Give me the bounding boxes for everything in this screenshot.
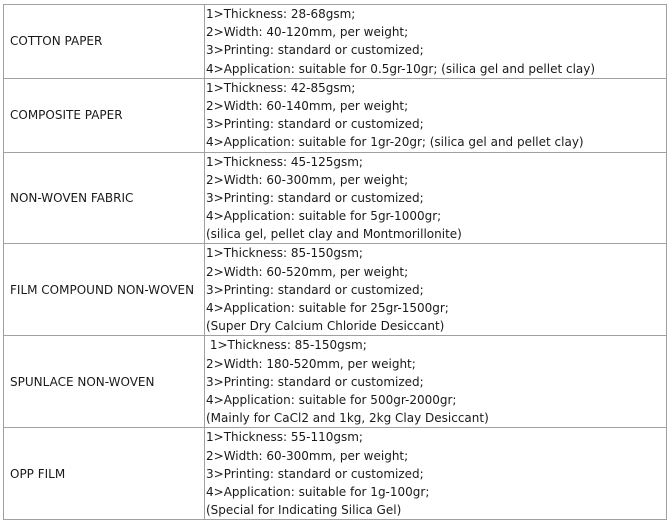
material-spec-cell xyxy=(205,336,667,428)
spec-line-width: 2>Width: 40-120mm, per weight; xyxy=(206,25,409,40)
spec-line-application: 4>Application: suitable for 1gr-20gr; (silica gel and pellet clay) xyxy=(206,135,584,150)
spec-line-width: 2>Width: 180-520mm, per weight; xyxy=(206,356,416,371)
spec-line-printing: 3>Printing: standard or customized; xyxy=(206,374,424,389)
material-spec-cell xyxy=(205,5,667,79)
spec-line-width: 2>Width: 60-140mm, per weight; xyxy=(206,98,409,113)
spec-line-application: 4>Application: suitable for 25gr-1500gr; xyxy=(206,301,449,315)
spec-line-printing: 3>Printing: standard or customized; xyxy=(206,43,424,58)
spec-line-thickness: 1>Thickness: 55-110gsm; xyxy=(206,430,363,445)
spec-line-note: (Super Dry Calcium Chloride Desiccant) xyxy=(206,319,445,334)
material-spec-table xyxy=(3,4,667,520)
material-name: COMPOSITE PAPER xyxy=(10,108,123,123)
table-row-non-woven-fabric xyxy=(4,152,667,244)
spec-line-application: 4>Application: suitable for 500gr-2000gr; xyxy=(206,392,457,407)
spec-line-thickness: 1>Thickness: 42-85gsm; xyxy=(206,80,356,95)
material-name-cell xyxy=(4,78,205,152)
material-name-cell xyxy=(4,244,205,336)
spec-line-printing: 3>Printing: standard or customized; xyxy=(206,190,424,205)
spec-line-width: 2>Width: 60-520mm, per weight; xyxy=(206,264,409,279)
spec-line-printing: 3>Printing: standard or customized; xyxy=(206,282,424,297)
material-spec-cell xyxy=(205,244,667,336)
material-name-cell xyxy=(4,336,205,428)
spec-line-printing: 3>Printing: standard or customized; xyxy=(206,117,424,132)
spec-table-body xyxy=(4,5,667,520)
material-spec-cell xyxy=(205,152,667,244)
material-name-cell xyxy=(4,5,205,79)
spec-line-thickness: 1>Thickness: 45-125gsm; xyxy=(206,154,363,169)
spec-line-width: 2>Width: 60-300mm, per weight; xyxy=(206,172,409,187)
table-row-composite-paper xyxy=(4,78,667,152)
table-row-cotton-paper xyxy=(4,5,667,79)
material-name: SPUNLACE NON-WOVEN xyxy=(10,374,155,389)
spec-line-note: (silica gel, pellet clay and Montmorillonite) xyxy=(206,227,462,242)
table-row-film-compound-non-woven xyxy=(4,244,667,336)
spec-line-note: (Special for Indicating Silica Gel) xyxy=(206,503,402,518)
material-spec-cell xyxy=(205,78,667,152)
material-name: FILM COMPOUND NON-WOVEN xyxy=(10,282,195,297)
spec-line-application: 4>Application: suitable for 0.5gr-10gr; (silica gel and pellet clay) xyxy=(206,61,596,76)
table-row-spunlace-non-woven xyxy=(4,336,667,428)
spec-line-printing: 3>Printing: standard or customized; xyxy=(206,466,424,481)
material-name: OPP FILM xyxy=(10,466,66,481)
spec-line-application: 4>Application: suitable for 5gr-1000gr; xyxy=(206,209,442,224)
material-name: COTTON PAPER xyxy=(10,34,103,49)
spec-line-width: 2>Width: 60-300mm, per weight; xyxy=(206,448,409,463)
material-spec-cell xyxy=(205,428,667,520)
spec-line-thickness: 1>Thickness: 85-150gsm; xyxy=(206,246,363,261)
material-name-cell xyxy=(4,428,205,520)
spec-line-note: (Mainly for CaCl2 and 1kg, 2kg Clay Desiccant) xyxy=(206,411,489,426)
material-name-cell xyxy=(4,152,205,244)
spec-line-thickness: 1>Thickness: 28-68gsm; xyxy=(206,7,356,21)
table-row-opp-film xyxy=(4,428,667,520)
spec-line-thickness: 1>Thickness: 85-150gsm; xyxy=(206,338,367,353)
spec-line-application: 4>Application: suitable for 1g-100gr; xyxy=(206,484,430,499)
material-name: NON-WOVEN FABRIC xyxy=(10,190,134,205)
